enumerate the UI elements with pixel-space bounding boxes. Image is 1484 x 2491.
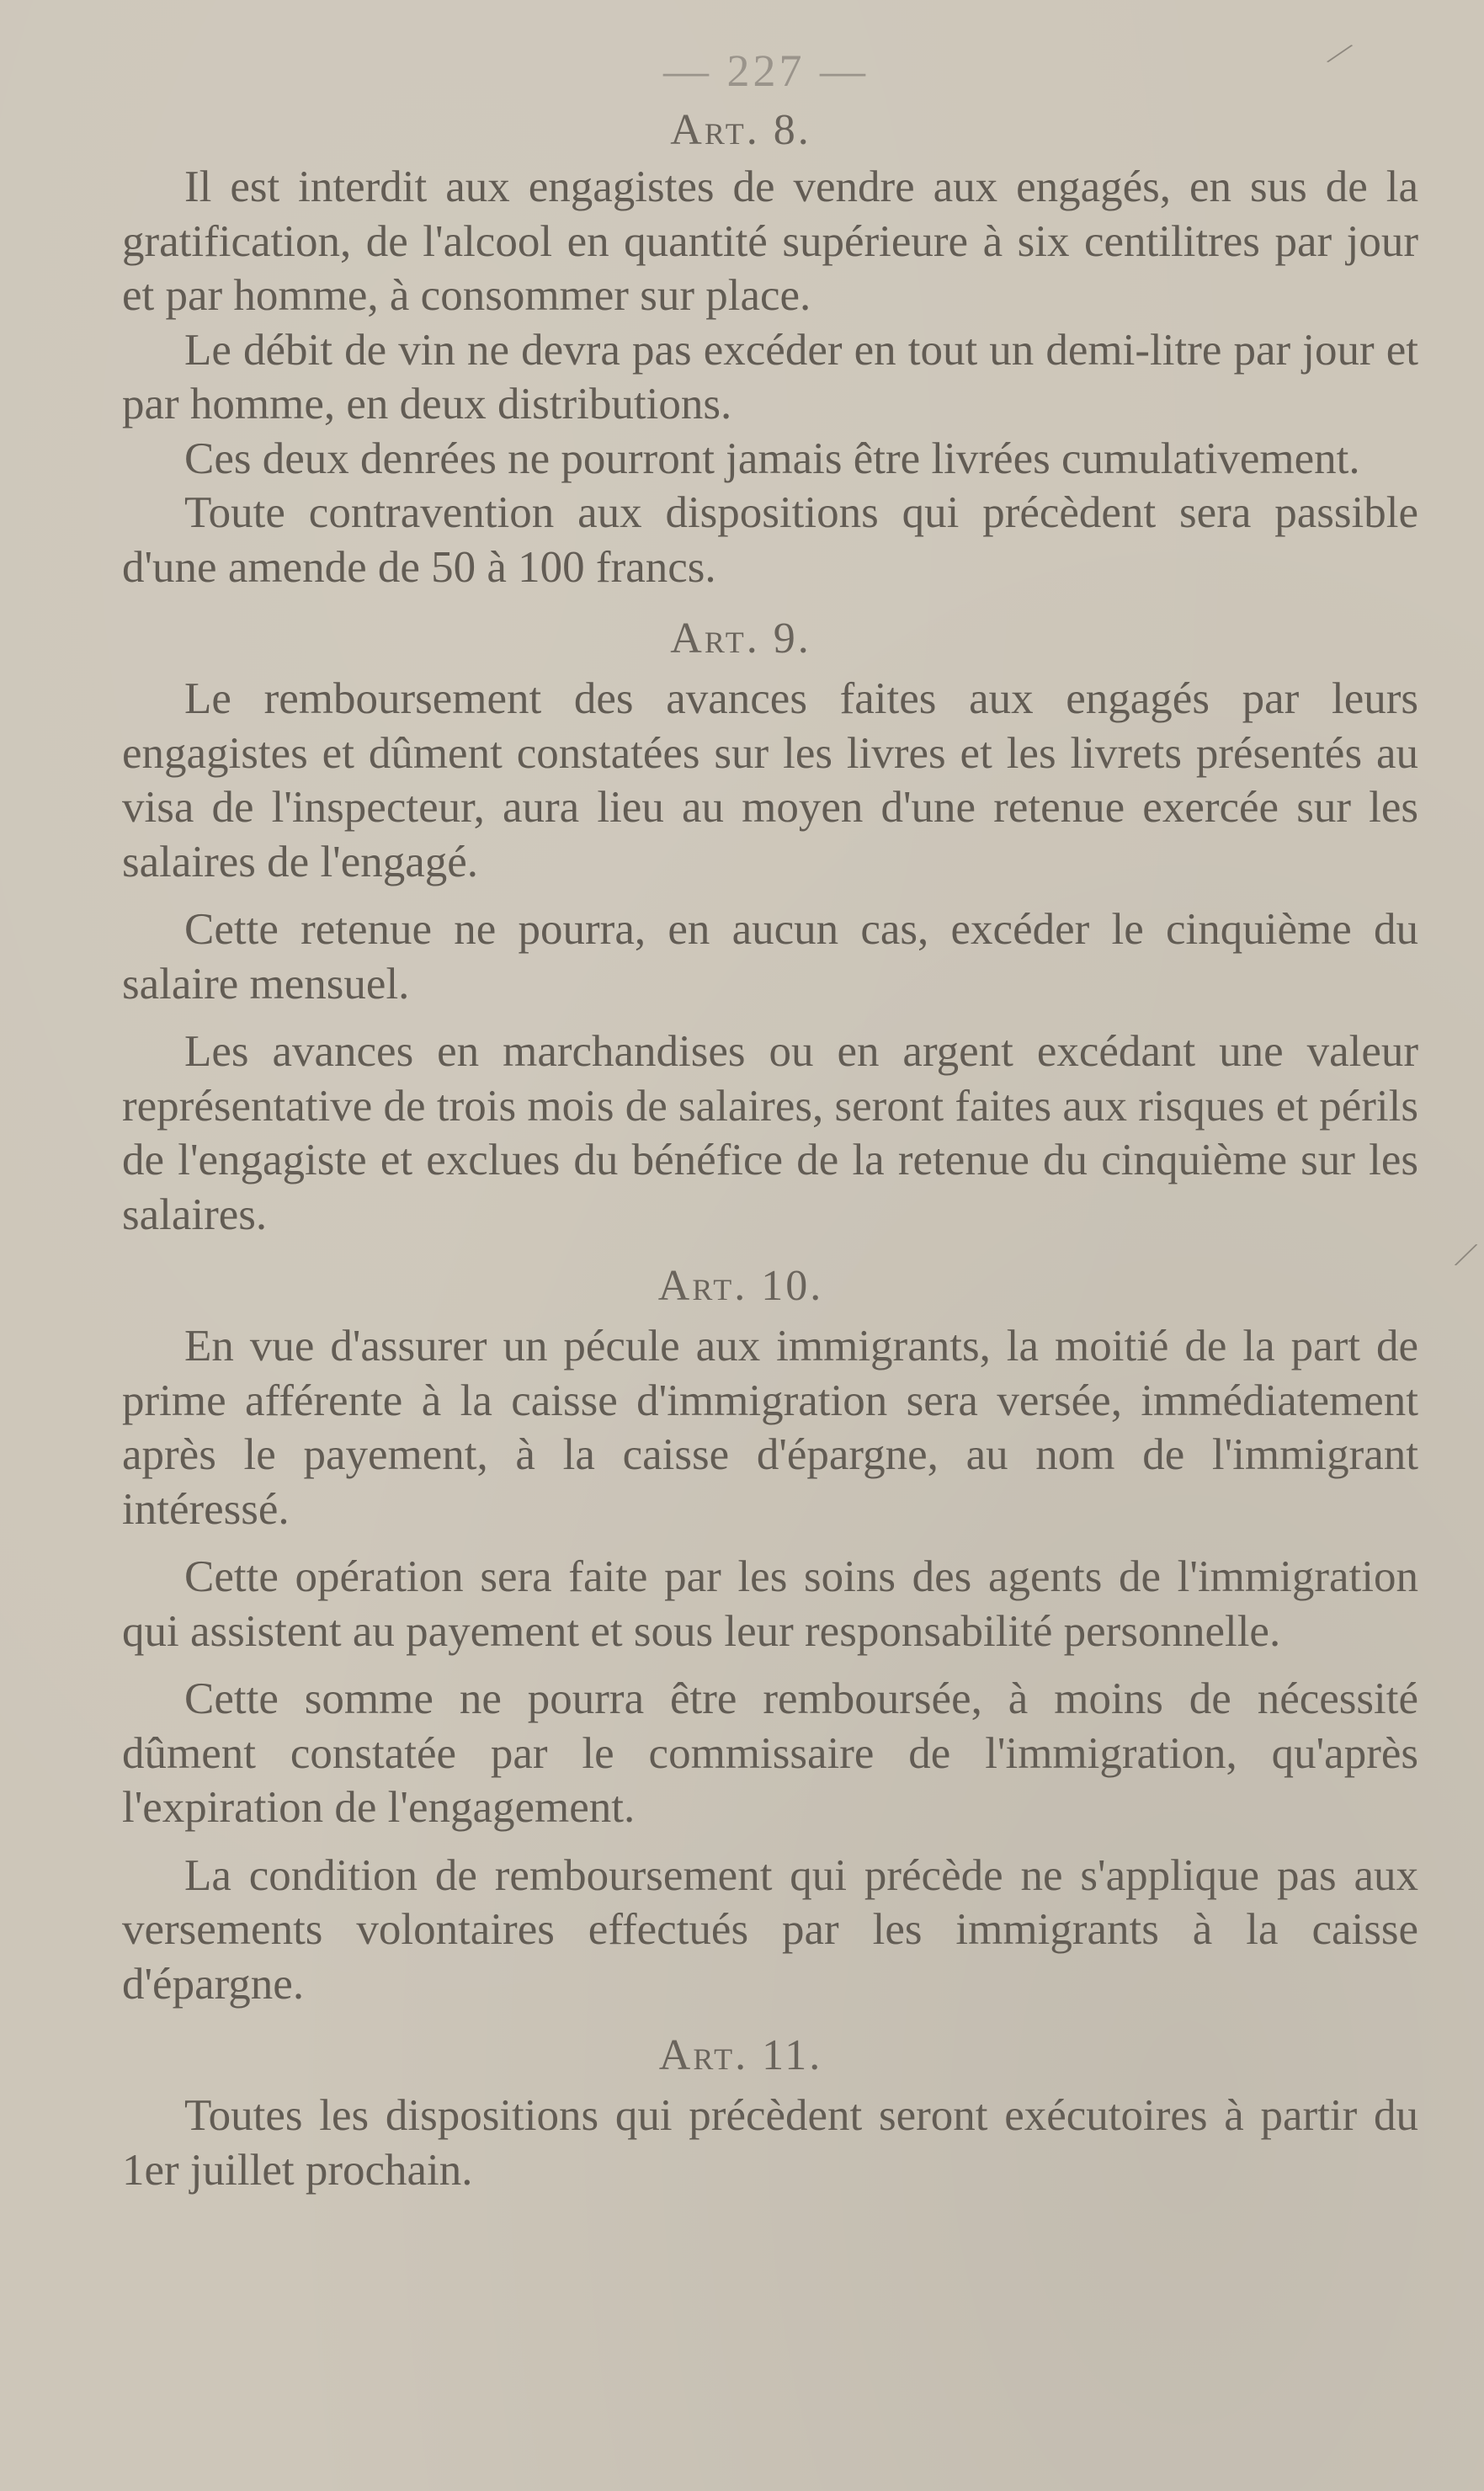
article-heading: Art. 11. [658, 2031, 823, 2079]
article-9 [122, 609, 1418, 1242]
article-heading: Art. 9. [670, 615, 811, 663]
page-number: — 227 — [663, 45, 869, 96]
paragraph: Le remboursement des avances faites aux engagés par leurs engagistes et dûment constatées sur les livres et les livrets présentés au visa de l'inspecteur, aura lieu au moyen d'une retenue exercée sur les salaires de l'engagé. [122, 674, 1418, 886]
paragraph: Cette retenue ne pourra, en aucun cas, excéder le cinquième du salaire mensuel. [122, 905, 1418, 1009]
paragraph: La condition de remboursement qui précède ne s'applique pas aux versements volontaires effectués par les immigrants à la caisse d'épargne. [122, 1850, 1418, 2009]
paragraph: Il est interdit aux engagistes de vendre aux engagés, en sus de la gratification, de l'alcool en quantité supérieure à six centilitres par jour et par homme, à consommer sur place. [122, 162, 1418, 320]
paragraph: En vue d'assurer un pécule aux immigrants, la moitié de la part de prime afférente à la caisse d'immigration sera versée, immédiatement après le payement, à la caisse d'épargne, au nom de l'immigrant intéressé. [122, 1322, 1418, 1534]
article-heading: Art. 8. [670, 106, 811, 154]
article-10 [122, 1257, 1418, 2011]
paragraph: Le débit de vin ne devra pas excéder en tout un demi-litre par jour et par homme, en deux distributions. [122, 325, 1418, 428]
article-heading: Art. 10. [657, 1262, 824, 1310]
document-page [122, 44, 1418, 2197]
margin-mark: ⁄ [1459, 1233, 1473, 1276]
paragraph: Les avances en marchandises ou en argent excédant une valeur représentative de trois mois de salaires, seront faites aux risques et périls de l'engagiste et exclues du bénéfice de la retenue du cinquième sur les salaires. [122, 1027, 1418, 1239]
paragraph: Toute contravention aux dispositions qui précèdent sera passible d'une amende de 50 à 100 francs. [122, 488, 1418, 592]
paragraph: Ces deux denrées ne pourront jamais être livrées cumulativement. [184, 434, 1360, 483]
margin-mark: ⁄ [1329, 33, 1350, 74]
paragraph: Cette opération sera faite par les soins des agents de l'immigration qui assistent au payement et sous leur responsabilité personnelle. [122, 1552, 1418, 1656]
article-11 [122, 2026, 1418, 2197]
paragraph: Toutes les dispositions qui précèdent seront exécutoires à partir du 1er juillet prochain. [122, 2091, 1418, 2195]
article-8 [122, 101, 1418, 594]
paragraph: Cette somme ne pourra être remboursée, à moins de nécessité dûment constatée par le commissaire de l'immigration, qu'après l'expiration de l'engagement. [122, 1674, 1418, 1832]
